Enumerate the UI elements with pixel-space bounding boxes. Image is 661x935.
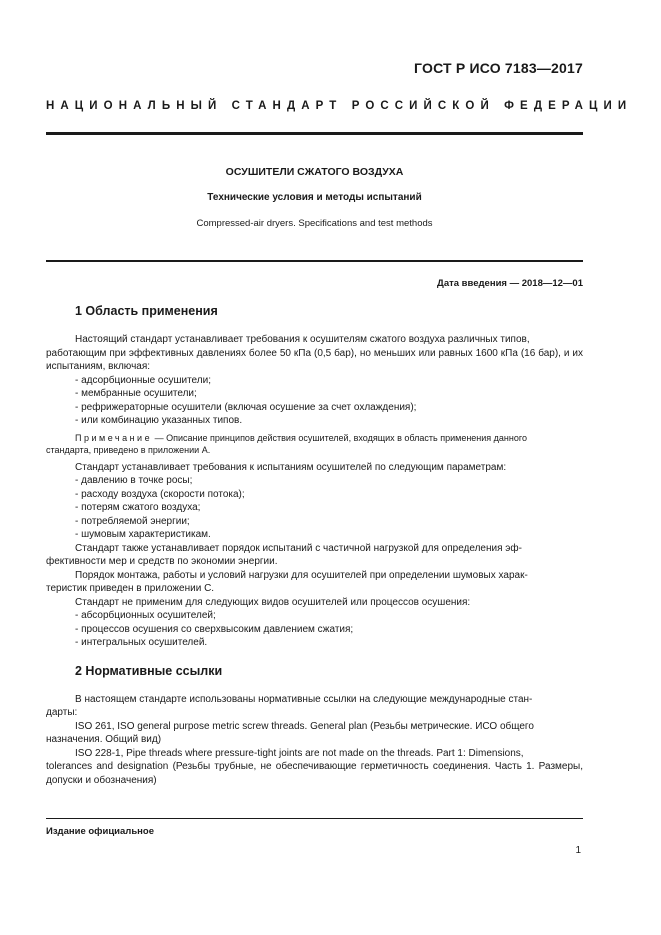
official-edition-label: Издание официальное <box>46 826 154 837</box>
footer-divider <box>46 818 583 819</box>
middle-divider <box>46 260 583 262</box>
list-item: - процессов осушения со сверхвысоким давлением сжатия; <box>75 623 354 635</box>
paragraph-continuation: теристик приведен в приложении С. <box>46 583 215 594</box>
paragraph-continuation: дарты: <box>46 707 78 718</box>
list-item: - потребляемой энергии; <box>75 515 190 527</box>
gost-number: ГОСТ Р ИСО 7183—2017 <box>414 60 583 76</box>
top-divider <box>46 132 583 135</box>
list-item: - расходу воздуха (скорости потока); <box>75 488 245 500</box>
list-item: - потерям сжатого воздуха; <box>75 502 201 513</box>
paragraph: Стандарт устанавливает требования к испытаниям осушителей по следующим параметрам: <box>75 461 507 473</box>
section-1-heading: 1 Область применения <box>75 304 218 318</box>
note-continuation: стандарта, приведено в приложении А. <box>46 445 211 455</box>
note-label: Примечание <box>75 432 153 443</box>
english-title: Compressed-air dryers. Specifications and test methods <box>196 218 433 229</box>
list-item: - интегральных осушителей. <box>75 637 208 648</box>
list-item: - рефрижераторные осушители (включая осушение за счет охлаждения); <box>75 401 417 413</box>
document-body <box>46 304 583 787</box>
paragraph <box>75 333 583 347</box>
list-item: - адсорбционные осушители; <box>75 374 211 386</box>
note <box>46 432 583 457</box>
reference-continuation: назначения. Общий вид) <box>46 734 162 745</box>
note-text: — Описание принципов действия осушителей, входящих в область применения данного <box>152 432 527 443</box>
document-title: ОСУШИТЕЛИ СЖАТОГО ВОЗДУХА <box>225 166 404 178</box>
paragraph: В настоящем стандарте использованы нормативные ссылки на следующие международные стан- <box>75 693 533 705</box>
national-standard-banner: НАЦИОНАЛЬНЫЙ СТАНДАРТ РОССИЙСКОЙ ФЕДЕРАЦИИ <box>46 100 633 112</box>
paragraph: Стандарт также устанавливает порядок испытаний с частичной нагрузкой для определения эф- <box>75 542 522 554</box>
paragraph: Стандарт не применим для следующих видов осушителей или процессов осушения: <box>75 596 471 608</box>
list-item: - давлению в точке росы; <box>75 475 193 486</box>
section-2-heading: 2 Нормативные ссылки <box>75 663 223 678</box>
paragraph-continuation: работающим при эффективных давлениях более 50 кПа (0,5 бар), но меньших или равных 1600 кПа (16 бар), и их испытаниям, включая: <box>46 347 583 372</box>
introduction-date: Дата введения — 2018—12—01 <box>437 278 583 289</box>
reference-continuation: tolerances and designation (Резьбы трубные, не обеспечивающие герметичность соединения. Часть 1. Размеры, допуски и обозначения) <box>46 761 583 786</box>
reference-item: ISO 228-1, Pipe threads where pressure-tight joints are not made on the threads. Part 1: Dimensions, <box>75 747 524 759</box>
list-item: - шумовым характеристикам. <box>75 529 211 540</box>
list-item: - мембранные осушители; <box>75 388 197 399</box>
paragraph-first-line: Настоящий стандарт устанавливает требования к осушителям сжатого воздуха различных типов, <box>75 334 530 345</box>
list-item: - или комбинацию указанных типов. <box>75 415 243 426</box>
paragraph-continuation: фективности мер и средств по экономии энергии. <box>46 556 278 567</box>
paragraph: Порядок монтажа, работы и условий нагрузки для осушителей при определении шумовых харак- <box>75 569 528 581</box>
page-number: 1 <box>575 845 581 856</box>
list-item: - абсорбционных осушителей; <box>75 610 216 621</box>
document-subtitle: Технические условия и методы испытаний <box>207 192 422 203</box>
reference-item: ISO 261, ISO general purpose metric screw threads. General plan (Резьбы метрические. ИСО общего <box>75 720 534 732</box>
